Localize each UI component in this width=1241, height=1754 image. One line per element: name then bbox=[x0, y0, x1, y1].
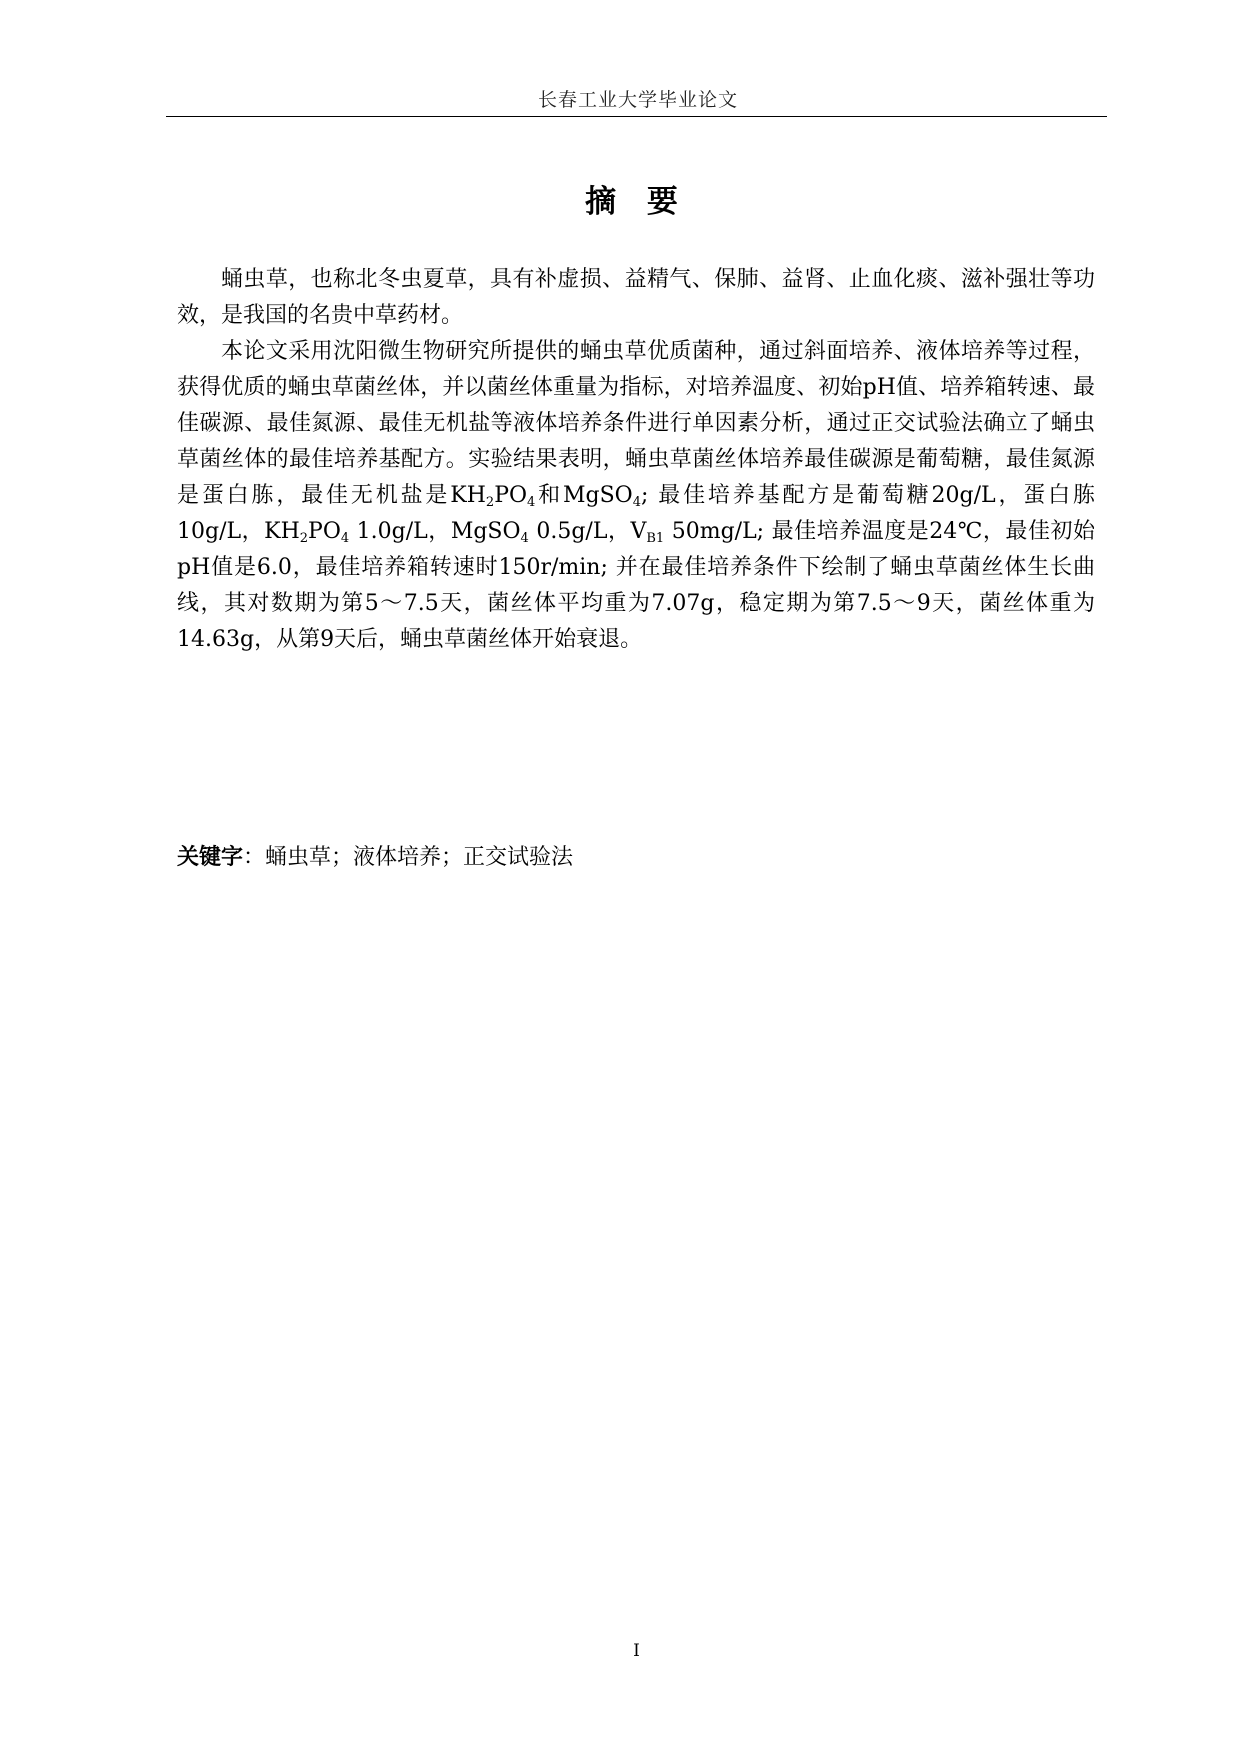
keywords-values: 蛹虫草；液体培养；正交试验法 bbox=[265, 845, 574, 870]
text-run: 本论文采用沈阳微生物研究所提供的蛹虫草优质菌种，通过斜面培养、液体培养等过程，获得优质的蛹虫草菌丝体，并以菌丝体重量为指标，对培养温度、初始pH值、培养箱转速、最佳碳源、最佳氮源、最佳无机盐等液体培养条件进行单因素分析，通过正交试验法确立了蛹虫草菌丝体的最佳培养基配方。实验结果表明，蛹虫草菌丝体培养最佳碳源是葡萄糖，最佳氮源是蛋白胨，最佳无机盐是KH bbox=[177, 339, 1095, 508]
text-run: PO bbox=[494, 483, 528, 508]
subscript: 2 bbox=[485, 495, 495, 510]
running-header: 长春工业大学毕业论文 bbox=[537, 89, 738, 111]
abstract-body bbox=[177, 262, 1095, 658]
text-run: 0.5g/L，V bbox=[528, 519, 647, 544]
subscript: B1 bbox=[646, 531, 665, 546]
text-run: 50mg/L; 最佳培养温度是24℃，最佳初始pH值是6.0，最佳培养箱转速时150r/min; 并在最佳培养条件下绘制了蛹虫草菌丝体生长曲线，其对数期为第5～7.5天，菌丝体平均重为7.07g，稳定期为第7.5～9天，菌丝体重为14.63g，从第9天后，蛹虫草菌丝体开始衰退。 bbox=[177, 519, 1095, 652]
keywords-label: 关键字 bbox=[177, 845, 244, 870]
subscript: 2 bbox=[299, 531, 309, 546]
abstract-title: 摘 要 bbox=[585, 184, 688, 220]
keywords-separator: ： bbox=[243, 845, 266, 870]
subscript: 4 bbox=[632, 495, 641, 510]
abstract-paragraph-2 bbox=[177, 334, 1095, 658]
keywords-line bbox=[177, 842, 1095, 874]
header-rule bbox=[166, 116, 1107, 117]
text-run: PO bbox=[308, 519, 341, 544]
page-number: I bbox=[633, 1641, 640, 1661]
subscript: 4 bbox=[520, 531, 529, 546]
text-run: 和MgSO bbox=[535, 483, 633, 508]
subscript: 4 bbox=[340, 531, 350, 546]
abstract-paragraph-1: 蛹虫草，也称北冬虫夏草，具有补虚损、益精气、保肺、益肾、止血化痰、滋补强壮等功效，是我国的名贵中草药材。 bbox=[177, 267, 1095, 328]
text-run: 1.0g/L，MgSO bbox=[349, 519, 521, 544]
text-run: ; 最佳培养基配方是葡萄糖20g/L，蛋白胨10g/L，KH bbox=[177, 483, 1095, 544]
subscript: 4 bbox=[527, 495, 536, 510]
